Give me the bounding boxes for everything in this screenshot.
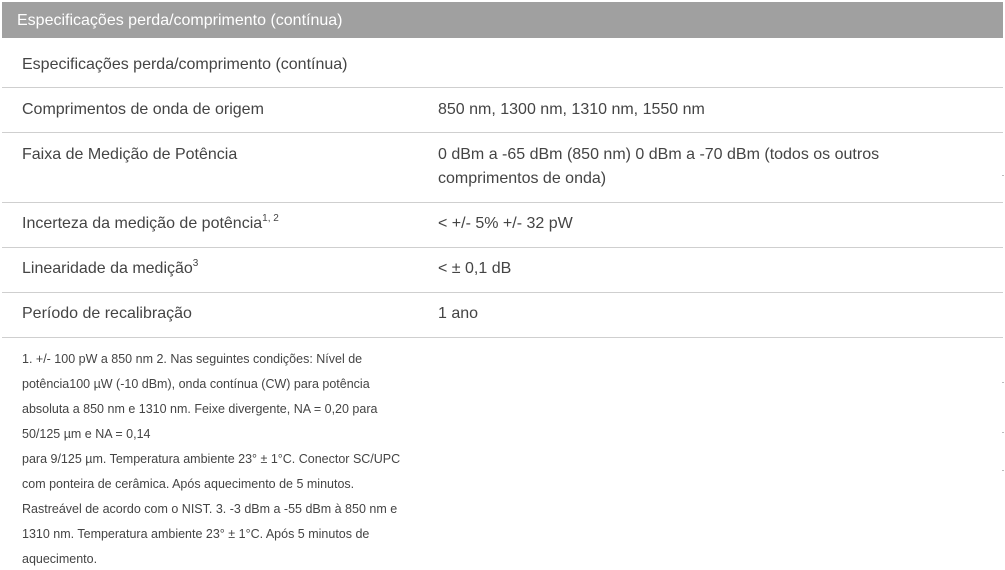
row-value-power-uncertainty: < +/- 5% +/- 32 pW: [438, 215, 573, 232]
scrollbar-tick: [1002, 175, 1004, 176]
scrollbar-tick: [1002, 470, 1004, 471]
label-text: Incerteza da medição de potência: [22, 215, 263, 232]
scrollbar-tick: [1002, 432, 1004, 433]
accordion-header-title: Especificações perda/comprimento (contínua): [17, 12, 343, 29]
row-label-power-uncertainty: [22, 212, 279, 236]
scrollbar-tick: [1002, 382, 1004, 383]
accordion-header[interactable]: [2, 2, 1003, 38]
table-row: [2, 293, 1003, 338]
row-label-linearity: [22, 257, 198, 281]
footnote-ref: 1, 2: [262, 212, 279, 224]
table-row-section-title: [2, 38, 1003, 88]
footnotes: [22, 347, 412, 570]
row-value-power-range: 0 dBm a -65 dBm (850 nm) 0 dBm a -70 dBm (todos os outros comprimentos de onda): [438, 146, 880, 187]
footnote-paragraph-1: 1. +/- 100 pW a 850 nm 2. Nas seguintes condições: Nível de potência100 µW (-10 dBm), onda contínua (CW) para potência absoluta a 850 nm e 1310 nm. Feixe divergente, NA = 0,20 para 50/125 µm e NA = 0,14: [22, 352, 378, 441]
row-value-linearity: < ± 0,1 dB: [438, 260, 512, 277]
table-row: [2, 203, 1003, 248]
label-text: Linearidade da medição: [22, 260, 193, 277]
table-row: [2, 133, 1003, 203]
footnote-paragraph-2: para 9/125 µm. Temperatura ambiente 23° ± 1°C. Conector SC/UPC com ponteira de cerâmica. Após aquecimento de 5 minutos. Rastreável de acordo com o NIST. 3. -3 dBm a -55 dBm à 850 nm e 1310 nm. Temperatura ambiente 23° ± 1°C. Após 5 minutos de aquecimento.: [22, 452, 401, 566]
row-value-wavelengths: 850 nm, 1300 nm, 1310 nm, 1550 nm: [438, 101, 705, 118]
row-label-wavelengths: Comprimentos de onda de origem: [22, 101, 264, 118]
section-title: Especificações perda/comprimento (contínua): [22, 56, 348, 73]
row-value-recalibration: 1 ano: [438, 305, 479, 322]
row-label-power-range: Faixa de Medição de Potência: [22, 146, 238, 163]
footnote-ref: 3: [192, 257, 199, 269]
table-row: [2, 248, 1003, 293]
row-label-recalibration: Período de recalibração: [22, 305, 192, 322]
table-row: [2, 88, 1003, 133]
